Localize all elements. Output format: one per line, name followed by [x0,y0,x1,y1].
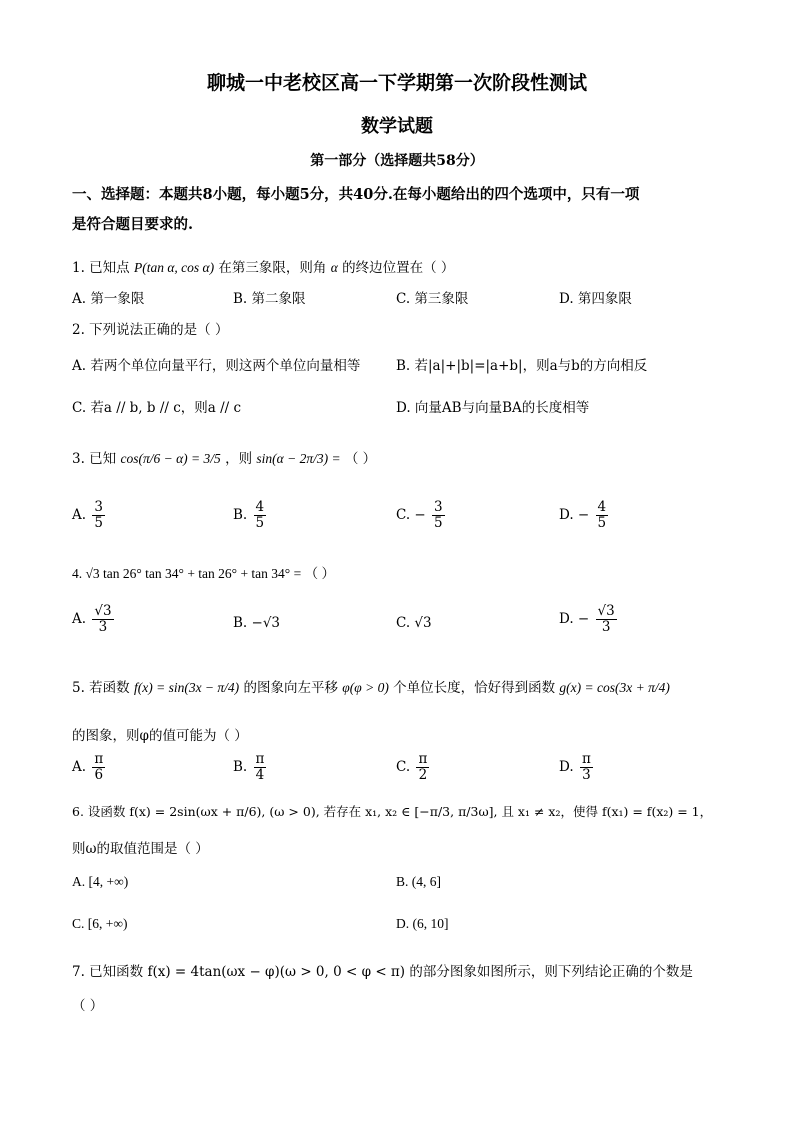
q1-alpha: α [330,260,338,275]
q5-c-label: C. [396,758,411,775]
q5-b-den: 4 [255,766,265,783]
q2-option-a: A. 若两个单位向量平行，则这两个单位向量相等 [72,358,361,374]
q3-option-a [72,500,107,531]
q1-option-d: D. 第四象限 [559,291,632,307]
q3-d-num: 4 [597,499,607,515]
q4-option-b: B. −√3 [233,615,281,631]
q5-c-num: π [418,751,428,767]
q5-a-label: A. [72,758,87,775]
q3-b-label: B. [233,506,248,523]
q5-b-num: π [255,751,265,767]
question-7-line2: （ ） [72,998,104,1014]
question-1-stem [72,256,454,276]
q3-prefix: 3. 已知 [72,451,117,467]
exam-subtitle: 数学试题 [361,116,433,137]
q2-option-c: C. 若a // b, b // c，则a // c [72,400,242,416]
question-2-stem: 2. 下列说法正确的是（ ） [72,322,229,338]
section-instruction-line2: 是符合题目要求的. [72,216,194,233]
q3-option-c [396,500,447,531]
q1-prefix: 1. 已知点 [72,260,130,276]
q5-option-a [72,752,107,783]
q5-d-den: 3 [582,766,591,783]
section-instruction-line1: 一、选择题：本题共8小题，每小题5分，共40分.在每小题给出的四个选项中，只有一项 [72,186,640,203]
q3-condition: cos(π/6 − α) = 3/5 [120,451,221,466]
q4-a-den: 3 [98,618,108,635]
q6-option-a: A. [4, +∞) [72,874,129,889]
exam-title: 聊城一中老校区高一下学期第一次阶段性测试 [206,72,587,94]
q5-c-den: 2 [418,766,428,783]
q1-option-a: A. 第一象限 [72,291,145,307]
question-3-stem [72,447,376,467]
q3-c-den: 5 [434,514,443,531]
question-5-line1 [72,676,670,696]
q3-b-num: 4 [255,499,265,515]
q1-point: P(tan α, cos α) [133,260,215,275]
q4-d-num: √3 [597,603,615,619]
q5-g-def: g(x) = cos(3x + π/4) [559,680,670,695]
q4-a-num: √3 [94,603,112,619]
q3-a-num: 3 [94,499,103,515]
q3-target: sin(α − 2π/3) = [256,451,341,466]
question-4-stem: 4. √3 tan 26° tan 34° + tan 26° + tan 34° = （ ） [72,566,335,581]
q3-b-den: 5 [255,514,265,531]
q5-a-den: 6 [94,766,104,783]
q1-suffix: 的终边位置在（ ） [342,260,455,276]
q5-b-label: B. [233,758,248,775]
q3-option-d [559,500,610,531]
q5-mid: 的图象向左平移 [243,680,338,696]
q5-mid2: 个单位长度，恰好得到函数 [393,680,556,696]
q5-d-num: π [581,751,591,767]
q6-option-c: C. [6, +∞) [72,916,128,931]
q3-a-den: 5 [94,514,103,531]
q4-a-label: A. [72,610,87,627]
q3-mid: ，则 [225,451,253,467]
question-6-line1: 6. 设函数 f(x) = 2sin(ωx + π/6), (ω > 0), 若存在 x₁, x₂ ∈ [−π/3, π/3ω], 且 x₁ ≠ x₂，使得 f(x₁) = f(x₂) = 1， [72,804,713,819]
q3-a-label: A. [72,506,87,523]
q3-option-b [233,500,268,531]
q3-d-label: D. − [559,506,590,523]
question-6-line2: 则ω的取值范围是（ ） [72,841,209,857]
q5-d-label: D. [559,758,574,775]
q1-option-c: C. 第三象限 [396,291,469,307]
q4-d-den: 3 [601,618,611,635]
q1-middle: 在第三象限，则角 [218,260,327,276]
q4-d-label: D. − [559,610,590,627]
q3-d-den: 5 [597,514,607,531]
q5-option-c [396,752,431,783]
q3-c-label: C. − [396,506,426,523]
question-7-line1: 7. 已知函数 f(x) = 4tan(ωx − φ)(ω > 0, 0 < φ < π) 的部分图象如图所示，则下列结论正确的个数是 [72,964,693,980]
q5-f-def: f(x) = sin(3x − π/4) [133,680,240,695]
q4-option-a [72,604,116,635]
q5-option-b [233,752,268,783]
q4-option-c: C. √3 [396,615,432,631]
q5-prefix: 5. 若函数 [72,680,130,696]
question-5-line2: 的图象，则φ的值可能为（ ） [72,728,248,744]
q5-phi: φ(φ > 0) [342,680,389,695]
q2-option-b: B. 若|a|+|b|=|a+b|，则a与b的方向相反 [396,358,648,374]
q5-option-d [559,752,595,783]
q1-option-b: B. 第二象限 [233,291,306,307]
q2-option-d: D. 向量AB与向量BA的长度相等 [396,400,590,416]
q3-c-num: 3 [434,499,443,515]
q6-option-d: D. (6, 10] [396,916,449,931]
q4-option-d [559,604,619,635]
q5-a-num: π [94,751,104,767]
q3-suffix: （ ） [344,451,377,467]
q6-option-b: B. (4, 6] [396,874,441,889]
part-heading: 第一部分（选择题共58分） [310,153,484,169]
